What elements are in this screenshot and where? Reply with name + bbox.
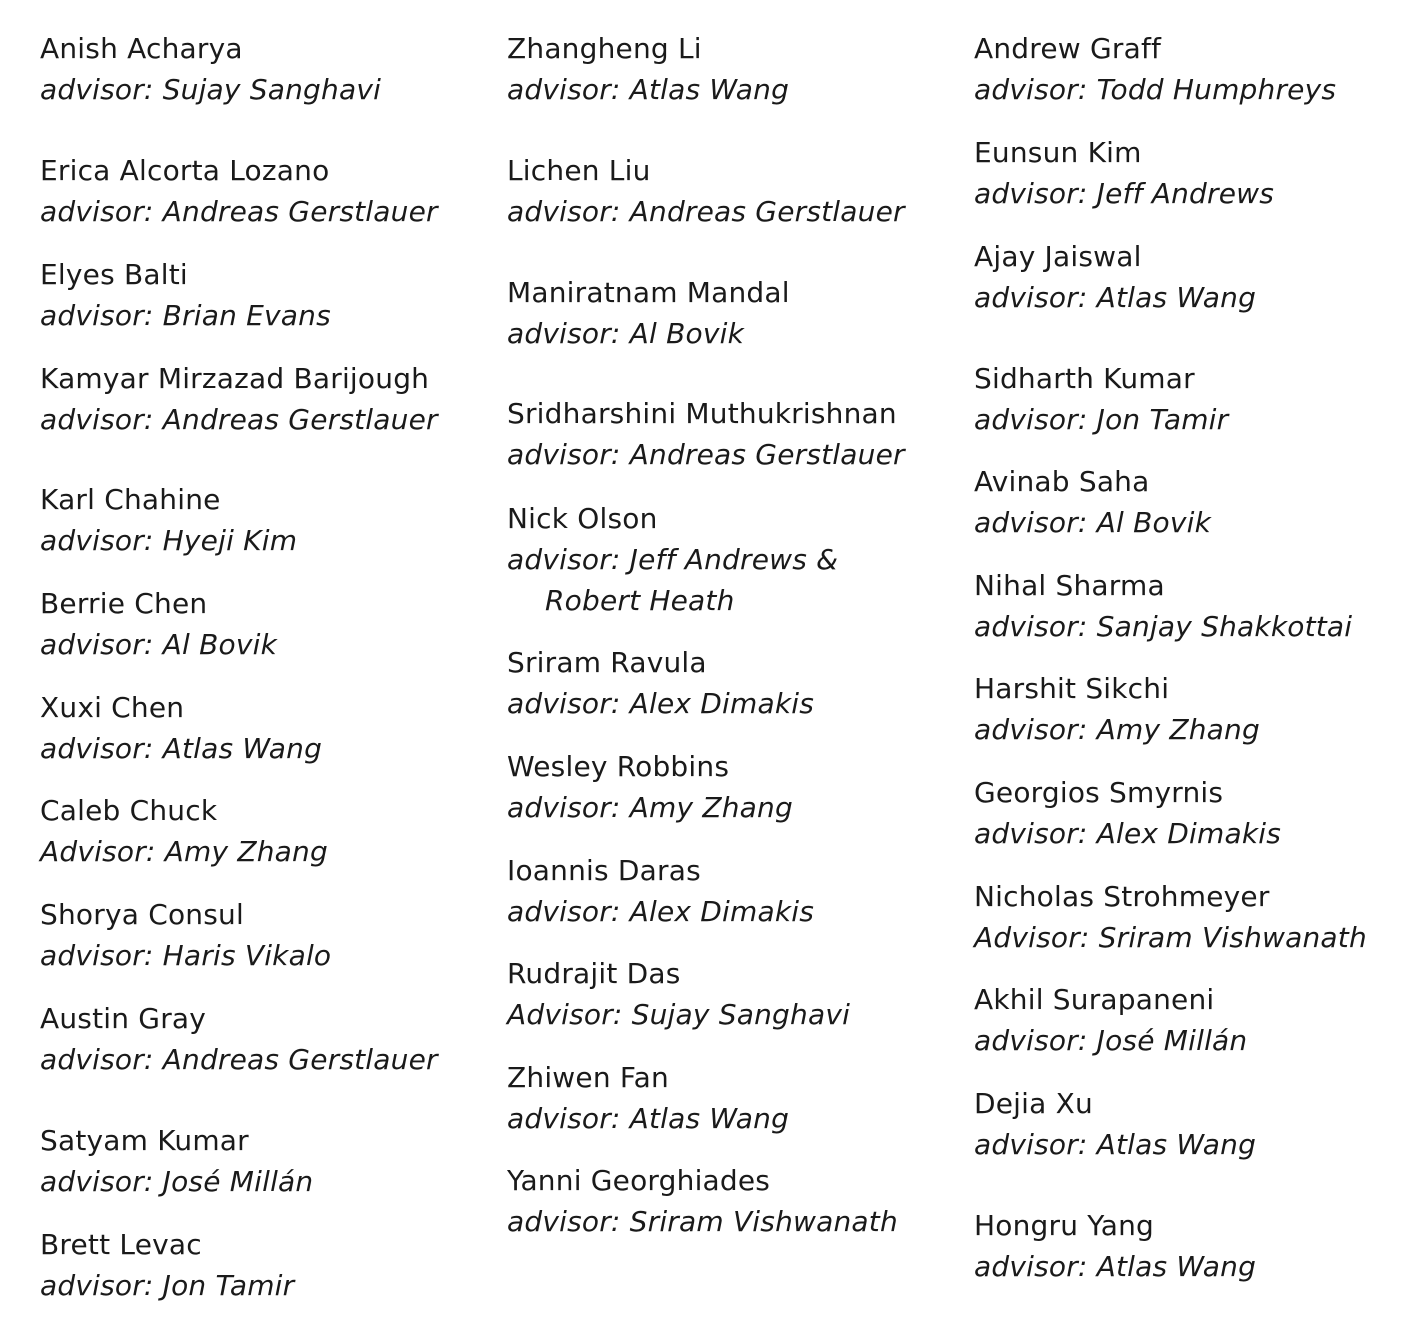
advisor-line: advisor: Alex Dimakis bbox=[974, 817, 1282, 850]
student-entry bbox=[974, 772, 1281, 854]
student-name: Sidharth Kumar bbox=[974, 362, 1195, 395]
advisor-line: advisor: Sriram Vishwanath bbox=[507, 1205, 898, 1238]
student-entry bbox=[507, 28, 789, 110]
advisor-line: advisor: Atlas Wang bbox=[974, 1128, 1257, 1161]
student-entry bbox=[507, 746, 793, 828]
student-entry bbox=[974, 668, 1260, 750]
advisor-line: Advisor: Sujay Sanghavi bbox=[507, 998, 851, 1031]
student-entry bbox=[974, 358, 1228, 440]
advisor-line-continued: Robert Heath bbox=[545, 584, 735, 617]
student-entry bbox=[507, 393, 905, 475]
student-entry bbox=[974, 236, 1256, 318]
student-name: Sriram Ravula bbox=[507, 646, 707, 679]
student-name: Harshit Sikchi bbox=[974, 672, 1170, 705]
advisor-line: advisor: Jeff Andrews & bbox=[507, 543, 839, 576]
student-entry bbox=[974, 979, 1247, 1061]
student-name: Akhil Surapaneni bbox=[974, 983, 1215, 1016]
advisor-line: Advisor: Sriram Vishwanath bbox=[974, 921, 1367, 954]
student-name: Avinab Saha bbox=[974, 465, 1150, 498]
student-name: Caleb Chuck bbox=[40, 794, 218, 827]
advisor-line: advisor: Haris Vikalo bbox=[40, 939, 332, 972]
advisor-line: advisor: Alex Dimakis bbox=[507, 687, 815, 720]
student-name: Sridharshini Muthukrishnan bbox=[507, 397, 897, 430]
advisor-line: advisor: José Millán bbox=[40, 1165, 314, 1198]
advisor-line: advisor: Alex Dimakis bbox=[507, 895, 815, 928]
student-entry bbox=[507, 272, 790, 354]
advisor-line: advisor: Sanjay Shakkottai bbox=[974, 610, 1353, 643]
student-entry bbox=[974, 132, 1274, 214]
student-name: Kamyar Mirzazad Barijough bbox=[40, 362, 430, 395]
advisor-line: advisor: Brian Evans bbox=[40, 299, 331, 332]
student-name: Zhiwen Fan bbox=[507, 1061, 669, 1094]
student-name: Eunsun Kim bbox=[974, 136, 1142, 169]
student-entry bbox=[40, 254, 331, 336]
student-name: Anish Acharya bbox=[40, 32, 243, 65]
advisor-line: advisor: Atlas Wang bbox=[974, 1250, 1257, 1283]
student-entry bbox=[40, 790, 328, 872]
advisor-line: advisor: Hyeji Kim bbox=[40, 524, 298, 557]
student-name: Andrew Graff bbox=[974, 32, 1162, 65]
advisor-line: advisor: Atlas Wang bbox=[40, 732, 323, 765]
student-name: Wesley Robbins bbox=[507, 750, 730, 783]
student-name: Ajay Jaiswal bbox=[974, 240, 1142, 273]
advisor-line: advisor: Atlas Wang bbox=[507, 1102, 790, 1135]
advisor-line: advisor: Jon Tamir bbox=[40, 1269, 295, 1302]
advisor-line: advisor: Al Bovik bbox=[507, 317, 744, 350]
student-name: Elyes Balti bbox=[40, 258, 188, 291]
advisor-line: advisor: Atlas Wang bbox=[974, 281, 1257, 314]
student-name: Xuxi Chen bbox=[40, 691, 185, 724]
advisor-line: advisor: Jon Tamir bbox=[974, 403, 1229, 436]
student-entry bbox=[40, 28, 381, 110]
student-name: Ioannis Daras bbox=[507, 854, 701, 887]
advisor-line: advisor: Sujay Sanghavi bbox=[40, 73, 382, 106]
advisor-line: advisor: José Millán bbox=[974, 1024, 1248, 1057]
student-entry bbox=[40, 894, 331, 976]
student-name: Shorya Consul bbox=[40, 898, 244, 931]
student-entry bbox=[40, 358, 438, 440]
advisor-line: advisor: Jeff Andrews bbox=[974, 177, 1275, 210]
student-name: Nicholas Strohmeyer bbox=[974, 880, 1270, 913]
student-entry bbox=[507, 642, 814, 724]
student-name: Dejia Xu bbox=[974, 1087, 1093, 1120]
student-entry bbox=[974, 565, 1352, 647]
advisor-line: advisor: Andreas Gerstlauer bbox=[40, 195, 438, 228]
advisor-line: advisor: Andreas Gerstlauer bbox=[507, 195, 905, 228]
student-entry bbox=[40, 998, 438, 1080]
advisor-line: advisor: Andreas Gerstlauer bbox=[507, 438, 905, 471]
advisor-line: advisor: Amy Zhang bbox=[507, 791, 793, 824]
student-name: Brett Levac bbox=[40, 1228, 202, 1261]
advisor-line: advisor: Atlas Wang bbox=[507, 73, 790, 106]
student-name: Nick Olson bbox=[507, 502, 658, 535]
student-name: Rudrajit Das bbox=[507, 957, 681, 990]
student-entry bbox=[40, 1120, 313, 1202]
advisor-line: advisor: Al Bovik bbox=[974, 506, 1211, 539]
student-entry bbox=[40, 1224, 294, 1306]
student-name: Erica Alcorta Lozano bbox=[40, 154, 330, 187]
student-name: Maniratnam Mandal bbox=[507, 276, 790, 309]
student-name: Hongru Yang bbox=[974, 1209, 1154, 1242]
student-name: Karl Chahine bbox=[40, 483, 221, 516]
student-name: Lichen Liu bbox=[507, 154, 651, 187]
student-entry bbox=[507, 150, 905, 232]
advisor-line: advisor: Andreas Gerstlauer bbox=[40, 1043, 438, 1076]
student-entry bbox=[974, 1205, 1256, 1287]
advisor-line: Advisor: Amy Zhang bbox=[40, 835, 328, 868]
student-entry bbox=[507, 498, 838, 621]
student-name: Georgios Smyrnis bbox=[974, 776, 1224, 809]
advisor-line: advisor: Al Bovik bbox=[40, 628, 277, 661]
student-entry bbox=[974, 461, 1211, 543]
student-entry bbox=[40, 150, 438, 232]
student-entry bbox=[974, 1083, 1256, 1165]
student-name: Satyam Kumar bbox=[40, 1124, 249, 1157]
student-name: Berrie Chen bbox=[40, 587, 208, 620]
student-entry bbox=[40, 583, 277, 665]
student-name: Yanni Georghiades bbox=[507, 1164, 771, 1197]
student-entry bbox=[507, 850, 814, 932]
advisor-line: advisor: Amy Zhang bbox=[974, 713, 1260, 746]
student-entry bbox=[507, 1057, 789, 1139]
student-entry bbox=[40, 479, 297, 561]
student-entry bbox=[974, 28, 1336, 110]
student-entry bbox=[507, 953, 850, 1035]
student-name: Nihal Sharma bbox=[974, 569, 1165, 602]
student-entry bbox=[40, 687, 322, 769]
student-name: Austin Gray bbox=[40, 1002, 207, 1035]
student-name: Zhangheng Li bbox=[507, 32, 702, 65]
student-entry bbox=[974, 876, 1367, 958]
advisor-line: advisor: Todd Humphreys bbox=[974, 73, 1337, 106]
student-entry bbox=[507, 1160, 898, 1242]
advisor-line: advisor: Andreas Gerstlauer bbox=[40, 403, 438, 436]
